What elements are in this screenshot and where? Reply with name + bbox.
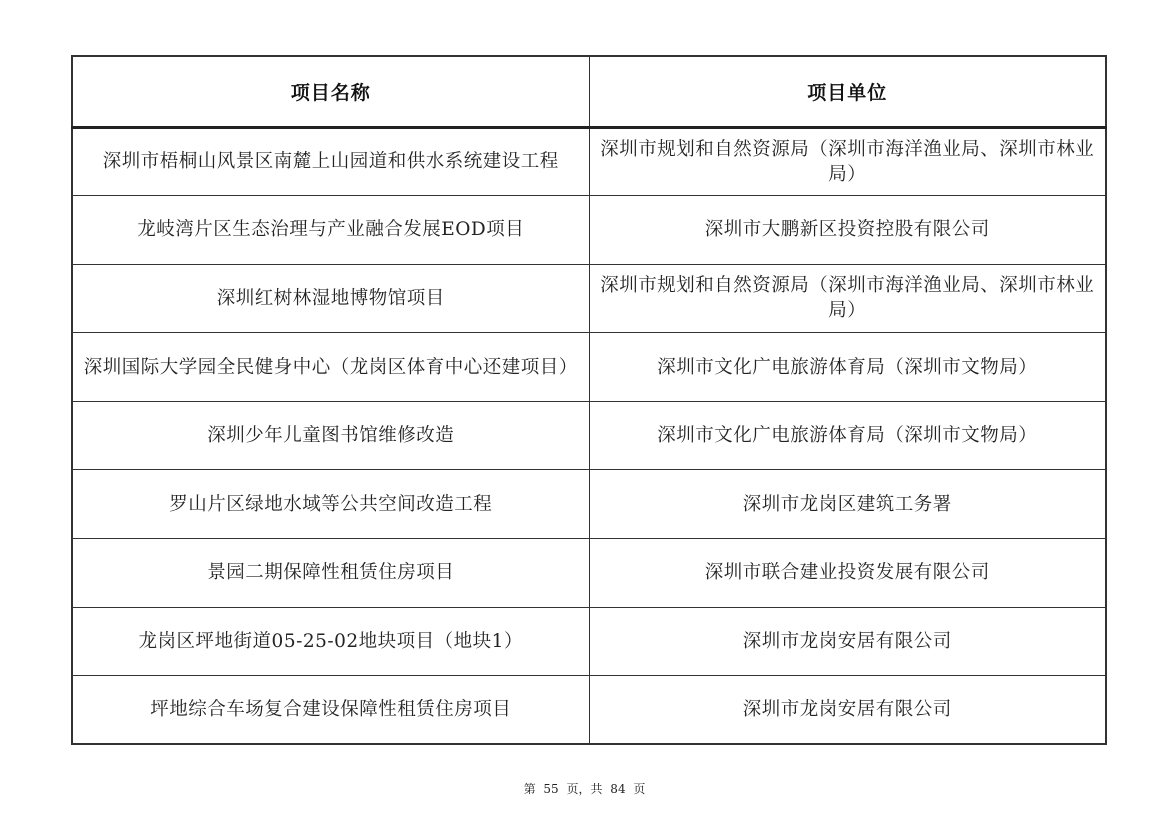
project-unit-cell: 深圳市规划和自然资源局（深圳市海洋渔业局、深圳市林业局） [589,127,1106,196]
table-row [72,333,1106,402]
project-unit-cell: 深圳市联合建业投资发展有限公司 [589,539,1106,608]
project-name-cell: 深圳红树林湿地博物馆项目 [72,264,589,333]
project-unit-cell: 深圳市文化广电旅游体育局（深圳市文物局） [589,401,1106,470]
table-row [72,607,1106,676]
project-unit-cell: 深圳市龙岗安居有限公司 [589,607,1106,676]
project-name-cell: 深圳少年儿童图书馆维修改造 [72,401,589,470]
table-row [72,264,1106,333]
project-unit-cell: 深圳市规划和自然资源局（深圳市海洋渔业局、深圳市林业局） [589,264,1106,333]
project-name-cell: 龙岗区坪地街道05-25-02地块项目（地块1） [72,607,589,676]
project-name-cell: 罗山片区绿地水域等公共空间改造工程 [72,470,589,539]
project-name-cell: 坪地综合车场复合建设保障性租赁住房项目 [72,676,589,745]
page-number-footer: 第 55 页，共 84 页 [523,782,646,796]
table-row [72,470,1106,539]
project-name-cell: 景园二期保障性租赁住房项目 [72,539,589,608]
project-name-cell: 深圳市梧桐山风景区南麓上山园道和供水系统建设工程 [72,127,589,196]
column-header-project-unit: 项目单位 [589,56,1106,127]
column-header-project-name: 项目名称 [72,56,589,127]
project-unit-cell: 深圳市文化广电旅游体育局（深圳市文物局） [589,333,1106,402]
project-name-cell: 深圳国际大学园全民健身中心（龙岗区体育中心还建项目） [72,333,589,402]
table-row [72,676,1106,745]
table-row [72,539,1106,608]
project-table [71,55,1107,745]
project-unit-cell: 深圳市大鹏新区投资控股有限公司 [589,196,1106,265]
table-row [72,196,1106,265]
table-row [72,401,1106,470]
project-name-cell: 龙岐湾片区生态治理与产业融合发展EOD项目 [72,196,589,265]
project-unit-cell: 深圳市龙岗安居有限公司 [589,676,1106,745]
table-row [72,127,1106,196]
table-header-row [72,56,1106,127]
project-unit-cell: 深圳市龙岗区建筑工务署 [589,470,1106,539]
